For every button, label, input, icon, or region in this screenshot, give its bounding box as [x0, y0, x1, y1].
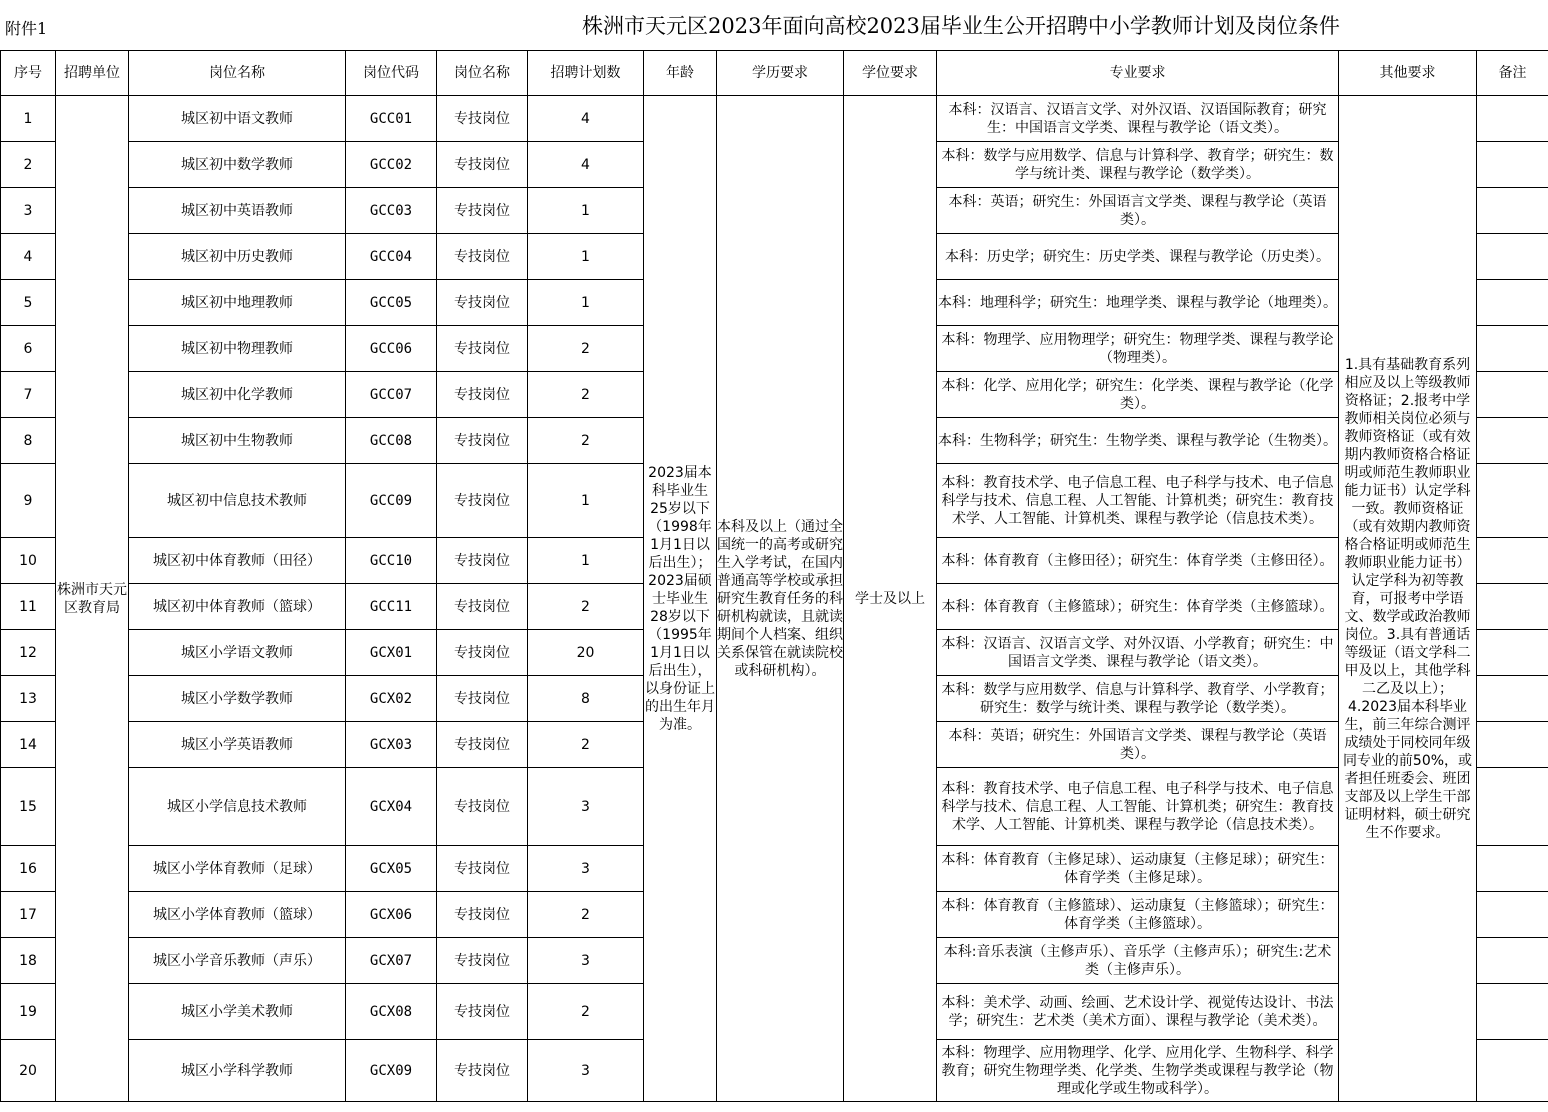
major-requirement[interactable]: 本科：物理学、应用物理学、化学、应用化学、生物科学、科学教育；研究生物理学类、化学类、生物学类或课程与教学论（物理或化学或生物或科学）。	[937, 1040, 1339, 1102]
post-name[interactable]: 城区初中地理教师	[129, 280, 346, 326]
remark-cell[interactable]	[1477, 464, 1548, 538]
hire-count[interactable]: 2	[528, 722, 644, 768]
post-type[interactable]: 专技岗位	[437, 418, 528, 464]
post-type[interactable]: 专技岗位	[437, 464, 528, 538]
post-name[interactable]: 城区初中历史教师	[129, 234, 346, 280]
post-code[interactable]: GCC02	[346, 142, 437, 188]
recruiting-unit[interactable]: 株洲市天元区教育局	[56, 96, 129, 1102]
remark-cell[interactable]	[1477, 938, 1548, 984]
hire-count[interactable]: 4	[528, 142, 644, 188]
major-requirement[interactable]: 本科：汉语言、汉语言文学、对外汉语、小学教育；研究生：中国语言文学类、课程与教学论（语文类）。	[937, 630, 1339, 676]
other-requirements[interactable]: 1.具有基础教育系列相应及以上等级教师资格证；2.报考中学教师相关岗位必须与教师资格证（或有效期内教师资格合格证明或师范生教师职业能力证书）认定学科一致。教师资格证（或有效期内教师资格合格证明或师范生教师职业能力证书）认定学科为初等教育，可报考中学语文、数学或政治教师岗位。3.具有普通话等级证（语文学科二甲及以上，其他学科二乙及以上）；4.2023届本科毕业生，前三年综合测评成绩处于同校同年级同专业的前50%，或者担任班委会、班团支部及以上学生干部证明材料，硕士研究生不作要求。	[1339, 96, 1477, 1102]
post-name[interactable]: 城区初中信息技术教师	[129, 464, 346, 538]
remark-cell[interactable]	[1477, 892, 1548, 938]
major-requirement[interactable]: 本科：生物科学；研究生：生物学类、课程与教学论（生物类）。	[937, 418, 1339, 464]
hire-count[interactable]: 20	[528, 630, 644, 676]
post-name[interactable]: 城区初中物理教师	[129, 326, 346, 372]
col-header[interactable]: 其他要求	[1339, 51, 1477, 96]
major-requirement[interactable]: 本科：体育教育（主修田径）；研究生：体育学类（主修田径）。	[937, 538, 1339, 584]
hire-count[interactable]: 1	[528, 188, 644, 234]
hire-count[interactable]: 2	[528, 984, 644, 1040]
post-code[interactable]: GCX08	[346, 984, 437, 1040]
post-type[interactable]: 专技岗位	[437, 326, 528, 372]
sheet-header	[0, 0, 1548, 50]
hire-count[interactable]: 1	[528, 280, 644, 326]
row-number[interactable]: 15	[1, 768, 56, 846]
post-code[interactable]: GCX03	[346, 722, 437, 768]
post-code[interactable]: GCX05	[346, 846, 437, 892]
row-number[interactable]: 10	[1, 538, 56, 584]
post-name[interactable]: 城区初中体育教师（篮球）	[129, 584, 346, 630]
row-number[interactable]: 1	[1, 96, 56, 142]
hire-count[interactable]: 2	[528, 372, 644, 418]
row-number[interactable]: 16	[1, 846, 56, 892]
post-code[interactable]: GCX04	[346, 768, 437, 846]
remark-cell[interactable]	[1477, 984, 1548, 1040]
post-name[interactable]: 城区小学英语教师	[129, 722, 346, 768]
major-requirement[interactable]: 本科：历史学；研究生：历史学类、课程与教学论（历史类）。	[937, 234, 1339, 280]
post-type[interactable]: 专技岗位	[437, 584, 528, 630]
row-number[interactable]: 5	[1, 280, 56, 326]
education-requirement[interactable]: 本科及以上（通过全国统一的高考或研究生入学考试，在国内普通高等学校或承担研究生教育任务的科研机构就读，且就读期间个人档案、组织关系保管在就读院校或科研机构）。	[717, 96, 844, 1102]
post-code[interactable]: GCC05	[346, 280, 437, 326]
post-code[interactable]: GCX02	[346, 676, 437, 722]
remark-cell[interactable]	[1477, 846, 1548, 892]
remark-cell[interactable]	[1477, 142, 1548, 188]
row-number[interactable]: 20	[1, 1040, 56, 1102]
major-requirement[interactable]: 本科：教育技术学、电子信息工程、电子科学与技术、电子信息科学与技术、信息工程、人工智能、计算机类；研究生：教育技术学、人工智能、计算机类、课程与教学论（信息技术类）。	[937, 768, 1339, 846]
post-code[interactable]: GCC08	[346, 418, 437, 464]
row-number[interactable]: 11	[1, 584, 56, 630]
post-name[interactable]: 城区初中数学教师	[129, 142, 346, 188]
hire-count[interactable]: 1	[528, 464, 644, 538]
attachment-label: 附件1	[5, 19, 48, 38]
age-requirement[interactable]: 2023届本科毕业生25岁以下（1998年1月1日以后出生）；2023届硕士毕业生28岁以下（1995年1月1日以后出生），以身份证上的出生年月为准。	[644, 96, 717, 1102]
post-type[interactable]: 专技岗位	[437, 372, 528, 418]
post-code[interactable]: GCC09	[346, 464, 437, 538]
major-requirement[interactable]: 本科：地理科学；研究生：地理学类、课程与教学论（地理类）。	[937, 280, 1339, 326]
major-requirement[interactable]: 本科：化学、应用化学；研究生：化学类、课程与教学论（化学类）。	[937, 372, 1339, 418]
post-code[interactable]: GCC01	[346, 96, 437, 142]
hire-count[interactable]: 1	[528, 538, 644, 584]
col-header[interactable]: 年龄	[644, 51, 717, 96]
row-number[interactable]: 13	[1, 676, 56, 722]
remark-cell[interactable]	[1477, 538, 1548, 584]
post-code[interactable]: GCC06	[346, 326, 437, 372]
post-name[interactable]: 城区小学体育教师（篮球）	[129, 892, 346, 938]
page-title: 株洲市天元区2023年面向高校2023届毕业生公开招聘中小学教师计划及岗位条件	[582, 14, 1340, 38]
hire-count[interactable]: 4	[528, 96, 644, 142]
post-code[interactable]: GCX01	[346, 630, 437, 676]
hire-count[interactable]: 1	[528, 234, 644, 280]
post-type[interactable]: 专技岗位	[437, 846, 528, 892]
post-type[interactable]: 专技岗位	[437, 984, 528, 1040]
major-requirement[interactable]: 本科：数学与应用数学、信息与计算科学、教育学、小学教育；研究生：数学与统计类、课程与教学论（数学类）。	[937, 676, 1339, 722]
major-requirement[interactable]: 本科：体育教育（主修篮球）、运动康复（主修篮球）；研究生：体育学类（主修篮球）。	[937, 892, 1339, 938]
post-code[interactable]: GCC10	[346, 538, 437, 584]
remark-cell[interactable]	[1477, 372, 1548, 418]
hire-count[interactable]: 8	[528, 676, 644, 722]
post-type[interactable]: 专技岗位	[437, 722, 528, 768]
row-number[interactable]: 12	[1, 630, 56, 676]
major-requirement[interactable]: 本科：体育教育（主修篮球）；研究生：体育学类（主修篮球）。	[937, 584, 1339, 630]
remark-cell[interactable]	[1477, 234, 1548, 280]
post-code[interactable]: GCX09	[346, 1040, 437, 1102]
post-type[interactable]: 专技岗位	[437, 142, 528, 188]
major-requirement[interactable]: 本科：汉语言、汉语言文学、对外汉语、汉语国际教育；研究生：中国语言文学类、课程与教学论（语文类）。	[937, 96, 1339, 142]
remark-cell[interactable]	[1477, 676, 1548, 722]
major-requirement[interactable]: 本科：数学与应用数学、信息与计算科学、教育学；研究生：数学与统计类、课程与教学论（数学类）。	[937, 142, 1339, 188]
post-code[interactable]: GCC11	[346, 584, 437, 630]
remark-cell[interactable]	[1477, 96, 1548, 142]
post-type[interactable]: 专技岗位	[437, 676, 528, 722]
post-name[interactable]: 城区小学美术教师	[129, 984, 346, 1040]
post-name[interactable]: 城区小学语文教师	[129, 630, 346, 676]
hire-count[interactable]: 3	[528, 1040, 644, 1102]
col-header[interactable]: 序号	[1, 51, 56, 96]
row-number[interactable]: 2	[1, 142, 56, 188]
row-number[interactable]: 3	[1, 188, 56, 234]
col-header[interactable]: 学历要求	[717, 51, 844, 96]
remark-cell[interactable]	[1477, 418, 1548, 464]
major-requirement[interactable]: 本科：英语；研究生：外国语言文学类、课程与教学论（英语类）。	[937, 722, 1339, 768]
hire-count[interactable]: 3	[528, 938, 644, 984]
row-number[interactable]: 7	[1, 372, 56, 418]
remark-cell[interactable]	[1477, 280, 1548, 326]
major-requirement[interactable]: 本科：美术学、动画、绘画、艺术设计学、视觉传达设计、书法学；研究生：艺术类（美术方面）、课程与教学论（美术类）。	[937, 984, 1339, 1040]
post-name[interactable]: 城区小学数学教师	[129, 676, 346, 722]
major-requirement[interactable]: 本科：英语；研究生：外国语言文学类、课程与教学论（英语类）。	[937, 188, 1339, 234]
row-number[interactable]: 9	[1, 464, 56, 538]
row-number[interactable]: 8	[1, 418, 56, 464]
row-number[interactable]: 14	[1, 722, 56, 768]
recruitment-table	[0, 50, 1548, 1102]
post-code[interactable]: GCC07	[346, 372, 437, 418]
hire-count[interactable]: 2	[528, 584, 644, 630]
col-header[interactable]: 岗位代码	[346, 51, 437, 96]
hire-count[interactable]: 2	[528, 892, 644, 938]
remark-cell[interactable]	[1477, 584, 1548, 630]
post-name[interactable]: 城区初中英语教师	[129, 188, 346, 234]
col-header[interactable]: 学位要求	[844, 51, 937, 96]
post-type[interactable]: 专技岗位	[437, 188, 528, 234]
remark-cell[interactable]	[1477, 1040, 1548, 1102]
post-name[interactable]: 城区初中语文教师	[129, 96, 346, 142]
post-name[interactable]: 城区初中生物教师	[129, 418, 346, 464]
post-type[interactable]: 专技岗位	[437, 96, 528, 142]
col-header[interactable]: 备注	[1477, 51, 1548, 96]
post-type[interactable]: 专技岗位	[437, 768, 528, 846]
major-requirement[interactable]: 本科：体育教育（主修足球）、运动康复（主修足球）；研究生：体育学类（主修足球）。	[937, 846, 1339, 892]
post-type[interactable]: 专技岗位	[437, 630, 528, 676]
remark-cell[interactable]	[1477, 768, 1548, 846]
post-name[interactable]: 城区小学音乐教师（声乐）	[129, 938, 346, 984]
post-type[interactable]: 专技岗位	[437, 280, 528, 326]
post-name[interactable]: 城区初中体育教师（田径）	[129, 538, 346, 584]
col-header[interactable]: 招聘单位	[56, 51, 129, 96]
remark-cell[interactable]	[1477, 630, 1548, 676]
row-number[interactable]: 6	[1, 326, 56, 372]
post-code[interactable]: GCC03	[346, 188, 437, 234]
remark-cell[interactable]	[1477, 188, 1548, 234]
post-code[interactable]: GCX07	[346, 938, 437, 984]
post-code[interactable]: GCC04	[346, 234, 437, 280]
post-type[interactable]: 专技岗位	[437, 892, 528, 938]
col-header[interactable]: 岗位名称	[129, 51, 346, 96]
row-number[interactable]: 17	[1, 892, 56, 938]
major-requirement[interactable]: 本科：物理学、应用物理学；研究生：物理学类、课程与教学论（物理类）。	[937, 326, 1339, 372]
col-header[interactable]: 招聘计划数	[528, 51, 644, 96]
remark-cell[interactable]	[1477, 326, 1548, 372]
col-header[interactable]: 岗位名称	[437, 51, 528, 96]
post-name[interactable]: 城区小学科学教师	[129, 1040, 346, 1102]
post-name[interactable]: 城区小学信息技术教师	[129, 768, 346, 846]
hire-count[interactable]: 2	[528, 326, 644, 372]
post-type[interactable]: 专技岗位	[437, 938, 528, 984]
col-header[interactable]: 专业要求	[937, 51, 1339, 96]
row-number[interactable]: 18	[1, 938, 56, 984]
major-requirement[interactable]: 本科：教育技术学、电子信息工程、电子科学与技术、电子信息科学与技术、信息工程、人工智能、计算机类；研究生：教育技术学、人工智能、计算机类、课程与教学论（信息技术类）。	[937, 464, 1339, 538]
table-body	[1, 96, 1548, 1102]
post-type[interactable]: 专技岗位	[437, 1040, 528, 1102]
table-row	[1, 96, 1548, 142]
major-requirement[interactable]: 本科:音乐表演（主修声乐）、音乐学（主修声乐）；研究生:艺术类（主修声乐）。	[937, 938, 1339, 984]
post-code[interactable]: GCX06	[346, 892, 437, 938]
hire-count[interactable]: 2	[528, 418, 644, 464]
remark-cell[interactable]	[1477, 722, 1548, 768]
post-type[interactable]: 专技岗位	[437, 538, 528, 584]
hire-count[interactable]: 3	[528, 768, 644, 846]
hire-count[interactable]: 3	[528, 846, 644, 892]
post-name[interactable]: 城区小学体育教师（足球）	[129, 846, 346, 892]
row-number[interactable]: 4	[1, 234, 56, 280]
post-name[interactable]: 城区初中化学教师	[129, 372, 346, 418]
degree-requirement[interactable]: 学士及以上	[844, 96, 937, 1102]
row-number[interactable]: 19	[1, 984, 56, 1040]
header-row	[1, 51, 1548, 96]
post-type[interactable]: 专技岗位	[437, 234, 528, 280]
